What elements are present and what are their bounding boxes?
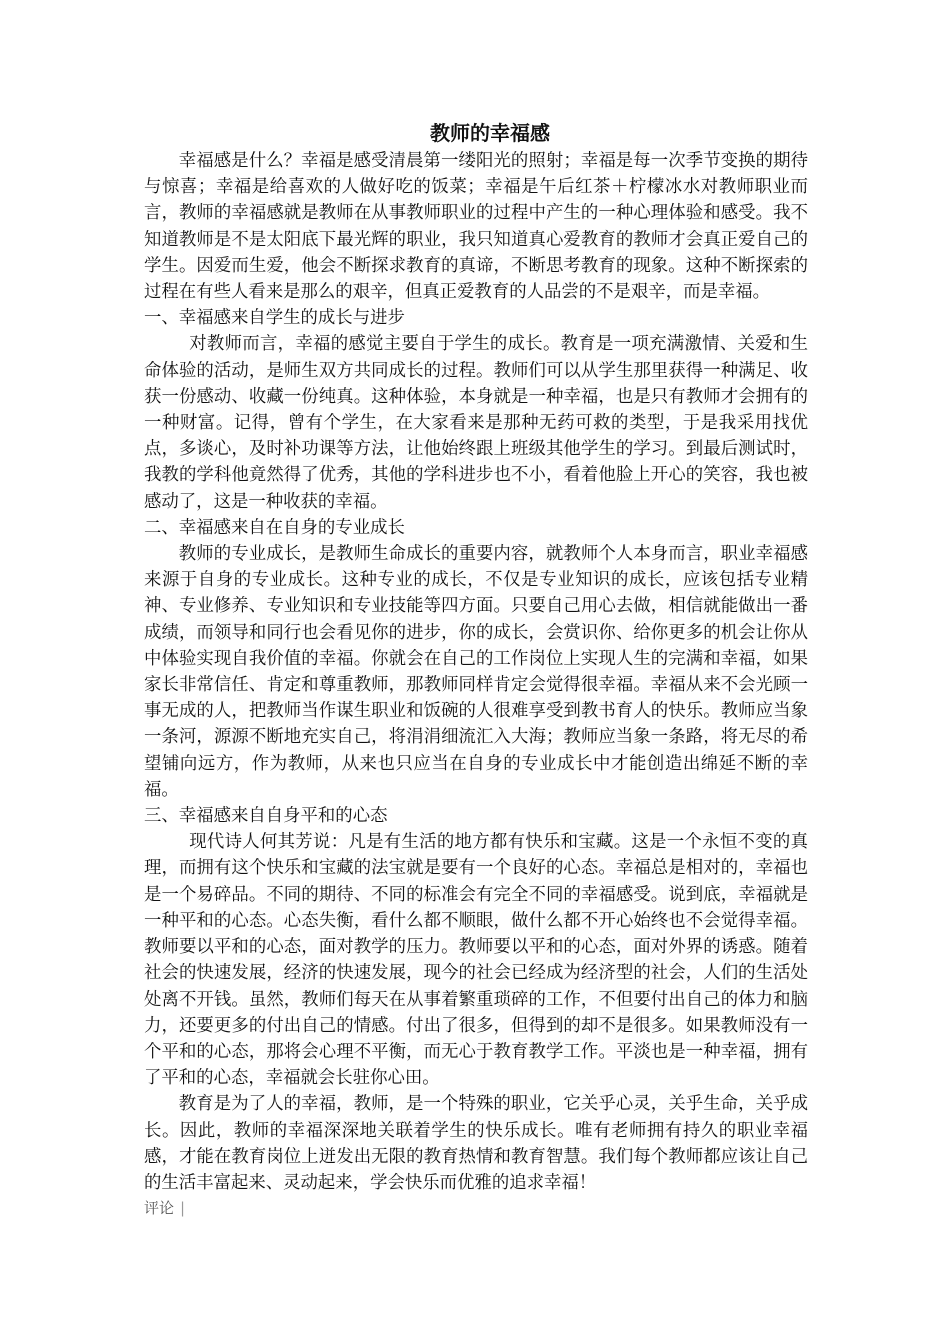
section-body-3: 现代诗人何其芳说：凡是有生活的地方都有快乐和宝藏。这是一个永恒不变的真理，而拥有这个快乐和宝藏的法宝就是要有一个良好的心态。幸福总是相对的，幸福也是一个易碎品。不同的期待、不同的标准会有完全不同的幸福感受。说到底，幸福就是一种平和的心态。心态失衡，看什么都不顺眼，做什么都不开心始终也不会觉得幸福。教师要以平和的心态，面对教学的压力。教师要以平和的心态，面对外界的诱惑。随着社会的快速发展，经济的快速发展，现今的社会已经成为经济型的社会，人们的生活处处离不开钱。虽然，教师们每天在从事着繁重琐碎的工作，不但要付出自己的体力和脑力，还要更多的付出自己的情感。付出了很多，但得到的却不是很多。如果教师没有一个平和的心态，那将会心理不平衡，而无心于教育教学工作。平淡也是一种幸福，拥有了平和的心态，幸福就会长驻你心田。: [144, 832, 808, 1089]
comment-bar: [144, 1196, 808, 1220]
section-body-1: 对教师而言，幸福的感觉主要自于学生的成长。教育是一项充满激情、关爱和生命体验的活动，是师生双方共同成长的过程。教师们可以从学生那里获得一种满足、收获一份感动、收藏一份纯真。这种体验，本身就是一种幸福，也是只有教师才会拥有的一种财富。记得，曾有个学生，在大家看来是那种无药可救的类型，于是我采用找优点，多谈心，及时补功课等方法，让他始终跟上班级其他学生的学习。到最后测试时，我教的学科他竟然得了优秀，其他的学科进步也不小，看着他脸上开心的笑容，我也被感动了，这是一种收获的幸福。: [144, 334, 808, 512]
section-heading-1: 一、幸福感来自学生的成长与进步: [144, 308, 405, 329]
document-page: [144, 118, 808, 1220]
comment-separator: |: [180, 1199, 186, 1218]
intro-paragraph: 幸福感是什么？幸福是感受清晨第一缕阳光的照射；幸福是每一次季节变换的期待与惊喜；幸福是给喜欢的人做好吃的饭菜；幸福是午后红茶＋柠檬冰水对教师职业而言，教师的幸福感就是教师在从事教师职业的过程中产生的一种心理体验和感受。我不知道教师是不是太阳底下最光辉的职业，我只知道真心爱教育的教师才会真正爱自己的学生。因爱而生爱，他会不断探求教育的真谛，不断思考教育的现象。这种不断探索的过程在有些人看来是那么的艰辛，但真正爱教育的人品尝的不是艰辛，而是幸福。: [144, 151, 808, 303]
section-heading-3: 三、幸福感来自自身平和的心态: [144, 806, 388, 827]
conclusion-paragraph: 教育是为了人的幸福，教师，是一个特殊的职业，它关乎心灵，关乎生命，关乎成长。因此，教师的幸福深深地关联着学生的快乐成长。唯有老师拥有持久的职业幸福感，才能在教育岗位上迸发出无限的教育热情和教育智慧。我们每个教师都应该让自己的生活丰富起来、灵动起来，学会快乐而优雅的追求幸福！: [144, 1094, 808, 1193]
document-title: 教师的幸福感: [430, 121, 550, 145]
section-heading-2: 二、幸福感来自在自身的专业成长: [144, 517, 405, 538]
comment-link[interactable]: 评论: [144, 1199, 175, 1218]
section-body-2: 教师的专业成长，是教师生命成长的重要内容，就教师个人本身而言，职业幸福感来源于自身的专业成长。这种专业的成长，不仅是专业知识的成长，应该包括专业精神、专业修养、专业知识和专业技能等四方面。只要自己用心去做，相信就能做出一番成绩，而领导和同行也会看见你的进步，你的成长，会赏识你、给你更多的机会让你从中体验实现自我价值的幸福。你就会在自己的工作岗位上实现人生的完满和幸福，如果家长非常信任、肯定和尊重教师，那教师同样肯定会觉得很幸福。幸福从来不会光顾一事无成的人，把教师当作谋生职业和饭碗的人很难享受到教书育人的快乐。教师应当象一条河，源源不断地充实自己，将涓涓细流汇入大海；教师应当象一条路，将无尽的希望铺向远方，作为教师，从来也只应当在自身的专业成长中才能创造出绵延不断的幸福。: [144, 544, 808, 800]
